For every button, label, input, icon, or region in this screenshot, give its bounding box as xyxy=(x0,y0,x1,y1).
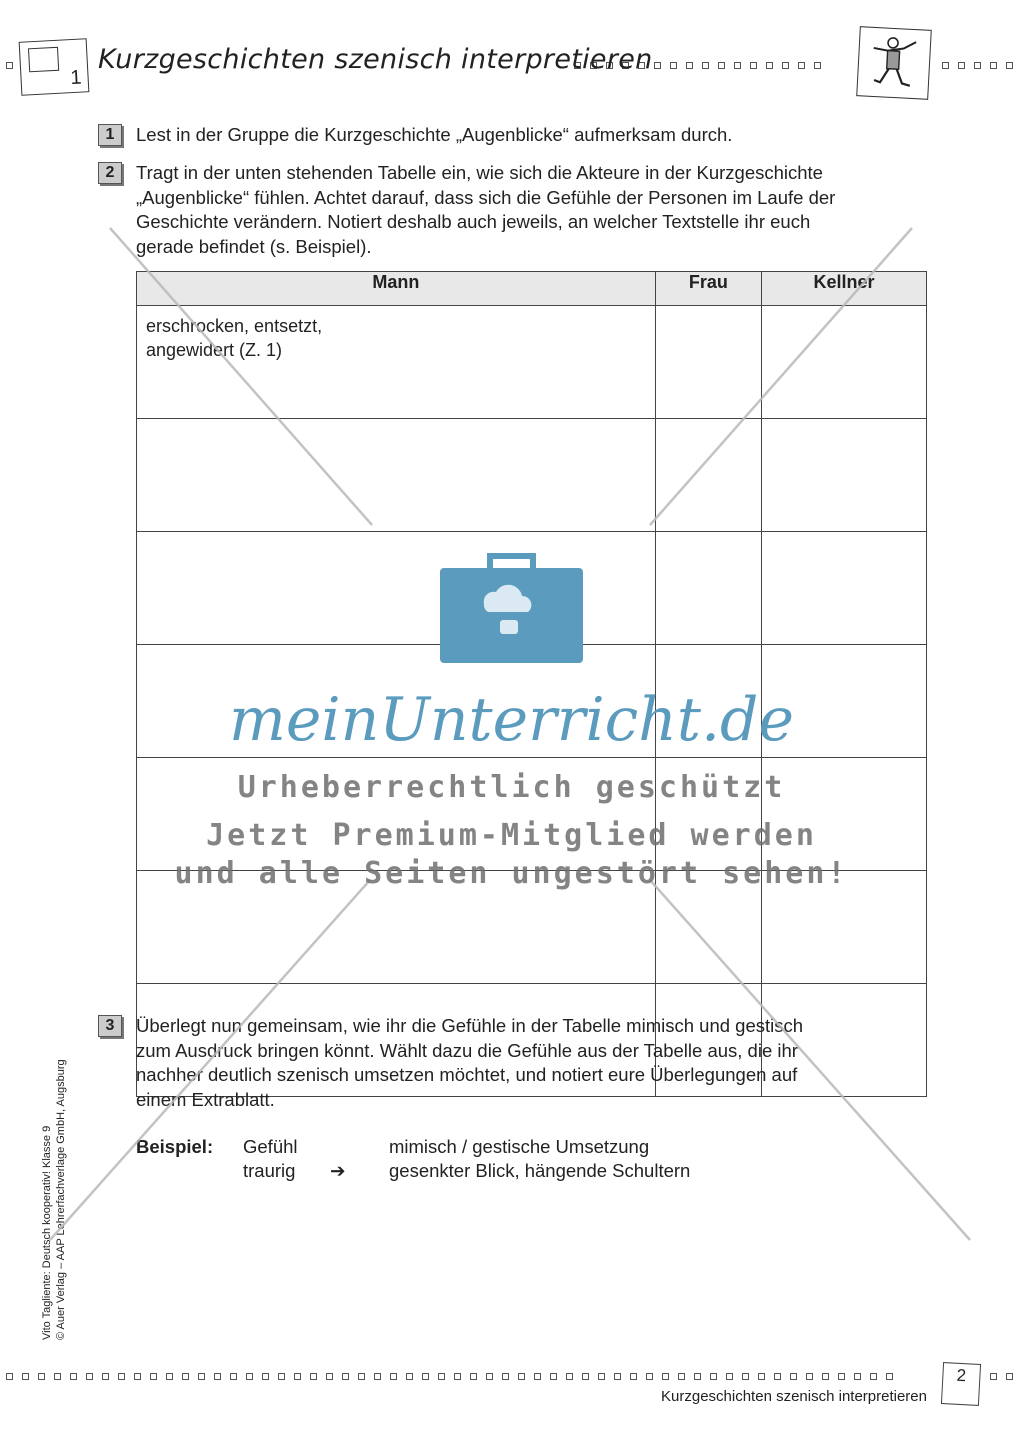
table-cell[interactable] xyxy=(655,532,761,645)
watermark-line: und alle Seiten ungestört sehen! xyxy=(174,856,849,891)
table-cell[interactable] xyxy=(137,532,656,645)
unit-number: 1 xyxy=(69,66,83,90)
task-text-line: Überlegt nun gemeinsam, wie ihr die Gefühle in der Tabelle mimisch und gestisch xyxy=(136,1015,804,1036)
task-2 xyxy=(98,161,835,259)
header-dots-right xyxy=(942,62,1013,69)
task-text-line: zum Ausdruck bringen könnt. Wählt dazu die Gefühle aus der Tabelle aus, die ihr xyxy=(136,1039,798,1061)
column-header-kellner: Kellner xyxy=(762,272,927,306)
watermark-line: Urheberrechtlich geschützt xyxy=(237,770,786,805)
table-cell[interactable] xyxy=(762,419,927,532)
task-text-line: Geschichte verändern. Notiert deshalb auch jeweils, an welcher Textstelle ihr euch xyxy=(136,211,811,232)
example-col1-header: Gefühl xyxy=(243,1136,298,1157)
example-col2-value: gesenkter Blick, hängende Schultern xyxy=(389,1160,691,1181)
table-cell[interactable] xyxy=(655,419,761,532)
footer-dots-right xyxy=(990,1373,1013,1380)
feelings-table xyxy=(136,271,927,1097)
cell-text-line: erschrocken, entsetzt, xyxy=(146,316,323,336)
page-title: Kurzgeschichten szenisch interpretieren xyxy=(98,44,653,75)
table-row xyxy=(137,306,927,419)
table-cell[interactable] xyxy=(655,306,761,419)
dice-icon xyxy=(19,38,90,95)
stick-figure-icon xyxy=(856,26,932,100)
table-cell[interactable] xyxy=(762,532,927,645)
example-col1-value: traurig xyxy=(243,1160,296,1181)
task-number: 2 xyxy=(98,162,122,184)
example-col2-header: mimisch / gestische Umsetzung xyxy=(389,1136,650,1157)
task-1 xyxy=(98,123,732,148)
table-row xyxy=(137,419,927,532)
watermark-brand: meinUnterricht.de xyxy=(229,685,794,755)
task-text: Lest in der Gruppe die Kurzgeschichte „Augenblicke“ aufmerksam durch. xyxy=(136,124,733,145)
table-cell[interactable] xyxy=(137,306,656,419)
table-cell[interactable] xyxy=(762,306,927,419)
task-text-line: „Augenblicke“ fühlen. Achtet darauf, dass sich die Gefühle der Personen im Laufe der xyxy=(136,186,836,208)
task-number: 3 xyxy=(98,1015,122,1037)
footer-title: Kurzgeschichten szenisch interpretieren xyxy=(661,1388,927,1405)
watermark-line: Jetzt Premium-Mitglied werden xyxy=(206,818,817,853)
task-number: 1 xyxy=(98,124,122,146)
table-row xyxy=(137,532,927,645)
arrow-icon: ➔ xyxy=(330,1160,346,1181)
page-number: 2 xyxy=(941,1362,981,1406)
task-3 xyxy=(98,1014,803,1112)
task-text-line: einem Extrablatt. xyxy=(136,1088,275,1110)
publisher-sidebar xyxy=(40,1030,80,1340)
column-header-mann: Mann xyxy=(137,272,656,306)
task-text-line: nachher deutlich szenisch umsetzen möchtet, und notiert eure Überlegungen auf xyxy=(136,1064,798,1085)
example-label: Beispiel: xyxy=(136,1136,214,1157)
header-dots-left xyxy=(6,62,13,69)
column-header-frau: Frau xyxy=(655,272,761,306)
task-text-line: gerade befindet (s. Beispiel). xyxy=(136,235,372,257)
task-text-line: Tragt in der unten stehenden Tabelle ein, wie sich die Akteure in der Kurzgeschichte xyxy=(136,162,823,183)
footer-dots xyxy=(6,1373,893,1380)
sidebar-line: Vito Tagliente: Deutsch kooperativ! Klasse 9 xyxy=(41,1125,53,1340)
table-cell[interactable] xyxy=(137,419,656,532)
sidebar-line: © Auer Verlag – AAP Lehrerfachverlage GmbH, Augsburg xyxy=(55,1059,67,1340)
cell-text-line: angewidert (Z. 1) xyxy=(146,340,283,360)
